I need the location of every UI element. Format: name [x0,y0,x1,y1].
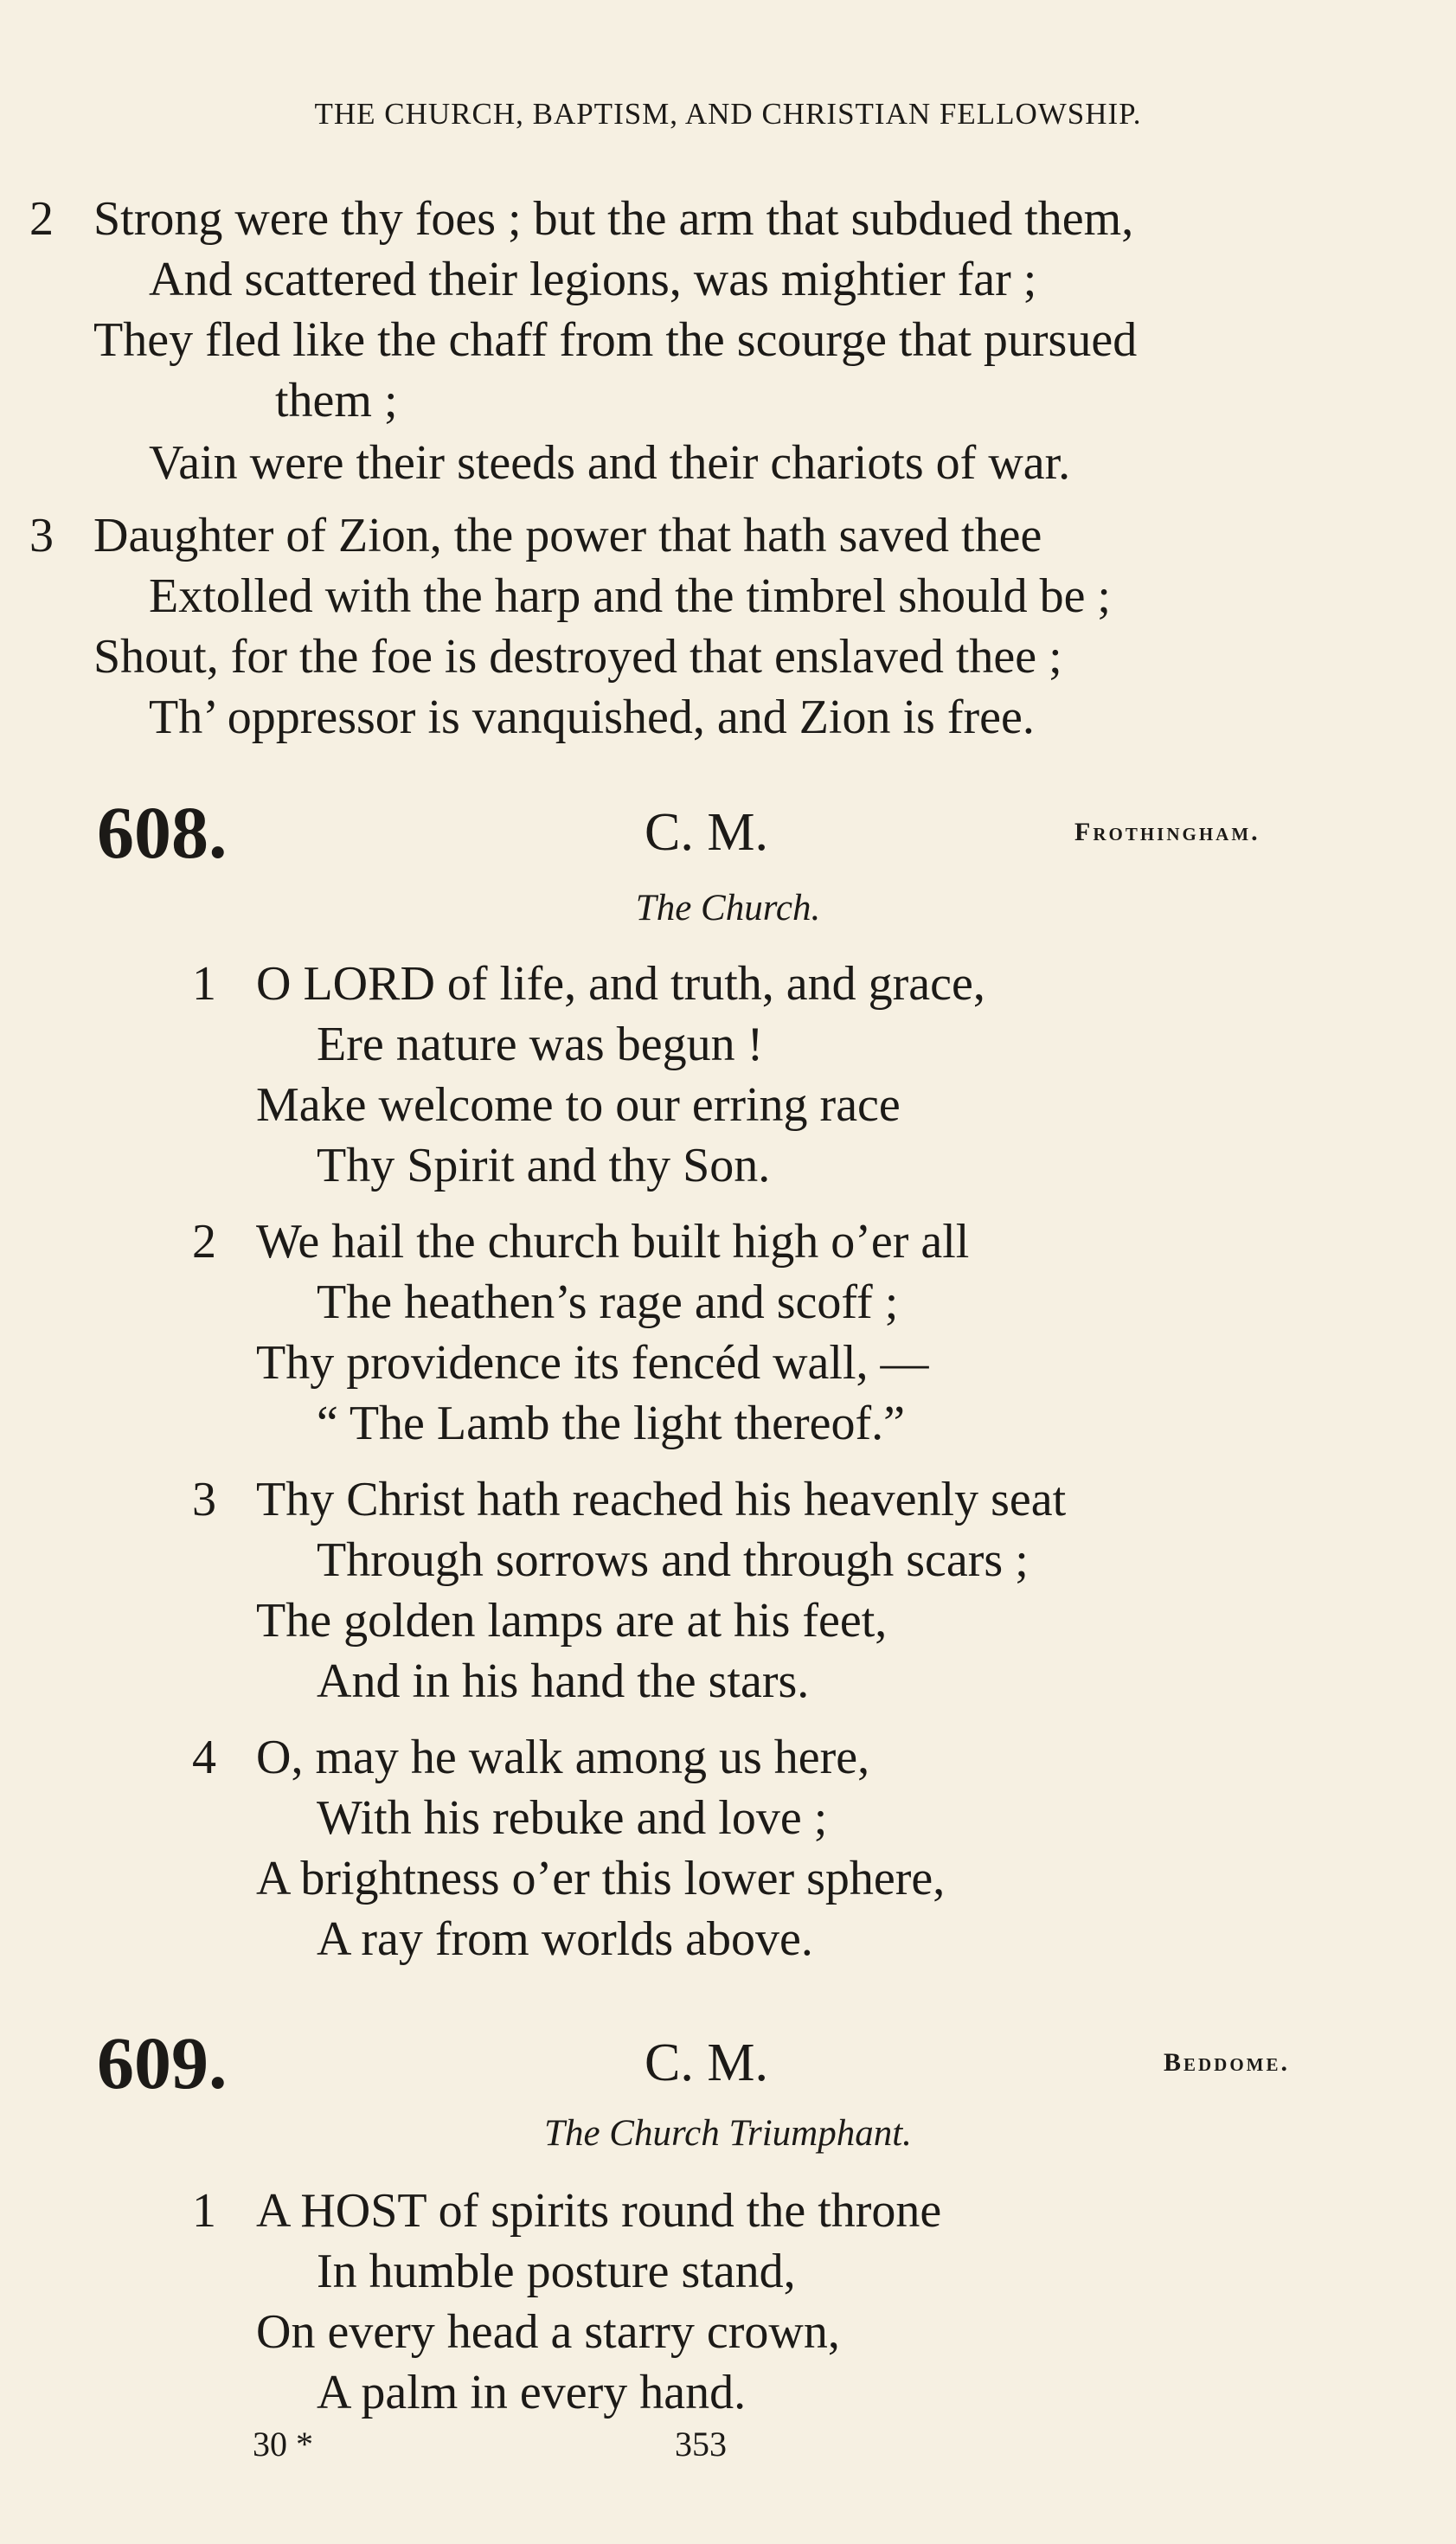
verse-line: A HOST of spirits round the throne [256,2184,942,2238]
verse-line: The heathen’s rage and scoff ; [317,1275,899,1329]
page-number: 353 [675,2425,727,2464]
verse-line: O LORD of life, and truth, and grace, [256,957,985,1011]
verse-line: Make welcome to our erring race [256,1078,901,1132]
verse-line: O, may he walk among us here, [256,1731,870,1784]
verse-line: Thy Christ hath reached his heavenly seat [256,1473,1067,1526]
hymn-title: The Church. [635,888,821,928]
verse-line: And in his hand the stars. [317,1654,810,1708]
hymn-number: 609. [97,2021,228,2104]
verse-line: Thy providence its fencéd wall, — [256,1336,929,1390]
verse-line: They fled like the chaff from the scourge that pursued [93,313,1138,367]
verse-line: Ere nature was begun ! [317,1018,764,1071]
verse-line: A palm in every hand. [317,2366,747,2419]
verse-line: With his rebuke and love ; [317,1791,828,1845]
verse-number: 2 [192,1215,216,1269]
verse-line: Shout, for the foe is destroyed that enslaved thee ; [93,630,1062,684]
verse-line: Th’ oppressor is vanquished, and Zion is free. [149,691,1035,744]
verse-number: 1 [192,957,216,1011]
verse-line: them ; [275,374,398,427]
verse-number: 2 [29,192,54,246]
verse-number: 3 [29,509,54,562]
hymn-author: Beddome. [1164,2048,1291,2077]
hymn-author: Frothingham. [1074,818,1260,846]
hymn-meter: C. M. [645,803,768,862]
verse-line: And scattered their legions, was mightier far ; [149,253,1037,306]
verse-line: Through sorrows and through scars ; [317,1533,1029,1587]
verse-line: On every head a starry crown, [256,2305,840,2359]
verse-line: A brightness o’er this lower sphere, [256,1852,946,1905]
verse-number: 4 [192,1731,216,1784]
hymn-meter: C. M. [645,2033,768,2092]
verse-line: A ray from worlds above. [317,1912,813,1966]
verse-line: Strong were thy foes ; but the arm that subdued them, [93,192,1134,246]
verse-line: Vain were their steeds and their chariots of war. [149,436,1071,490]
verse-line: In humble posture stand, [317,2245,796,2298]
verse-line: The golden lamps are at his feet, [256,1594,888,1648]
hymn-title: The Church Triumphant. [544,2113,912,2154]
verse-line: We hail the church built high o’er all [256,1215,970,1269]
verse-number: 3 [192,1473,216,1526]
verse-line: Extolled with the harp and the timbrel should be ; [149,569,1111,623]
running-head: THE CHURCH, BAPTISM, AND CHRISTIAN FELLOWSHIP. [314,97,1142,131]
hymn-number: 608. [97,791,228,874]
verse-line: “ The Lamb the light thereof.” [317,1397,906,1450]
verse-number: 1 [192,2184,216,2238]
verse-line: Thy Spirit and thy Son. [317,1139,771,1192]
verse-line: Daughter of Zion, the power that hath saved thee [93,509,1042,562]
signature-mark: 30 * [253,2425,313,2464]
